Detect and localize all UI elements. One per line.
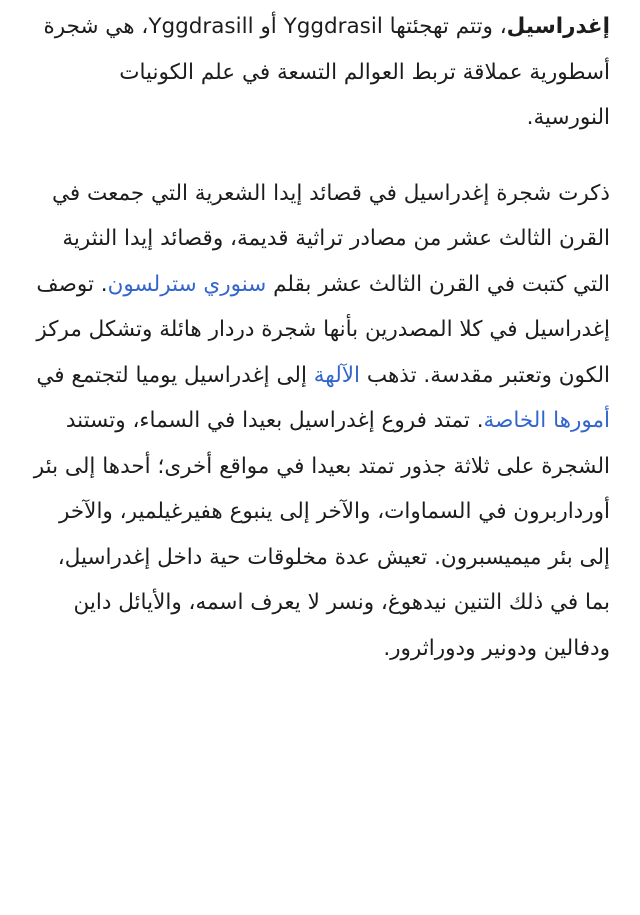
- alt-spelling-yggdrasil: Yggdrasil: [283, 14, 383, 39]
- body-text: إلى إغدراسيل يوميا لتجتمع في: [36, 362, 314, 388]
- intro-paragraph: [30, 4, 610, 141]
- link-private-affairs[interactable]: أمورها الخاصة: [483, 408, 610, 433]
- article-title-term: إغدراسيل: [506, 14, 610, 39]
- intro-text: أو: [253, 14, 284, 39]
- body-text: ذكرت شجرة إغدراسيل في قصائد إيدا الشعرية التي جمعت في القرن الثالث عشر من مصادر تراثية قديمة، وقصائد إيدا النثرية التي كتبت في القرن الثالث عشر بقلم: [51, 180, 610, 297]
- body-text: . توصف إغدراسيل في كلا المصدرين بأنها شجرة دردار هائلة وتشكل مركز الكون وتعتبر مقدسة. تذهب: [36, 271, 610, 388]
- intro-text: ، هي شجرة أسطورية عملاقة تربط العوالم التسعة في علم الكونيات النورسية.: [43, 14, 610, 130]
- link-snorri-sturluson[interactable]: سنوري سترلسون: [107, 271, 267, 297]
- body-paragraph: [30, 171, 610, 672]
- alt-spelling-yggdrasill: Yggdrasill: [148, 14, 254, 39]
- intro-text: ، وتتم تهجئتها: [382, 14, 507, 39]
- body-text: . تمتد فروع إغدراسيل بعيدا في السماء، وتستند الشجرة على ثلاثة جذور تمتد بعيدا في مواقع أخرى؛ أحدها إلى بئر أورداربرون في السماوات، والآخر إلى ينبوع هفيرغيلمير، والآخر إلى بئر ميميسبرون. تعيش عدة مخلوقات حية داخل إغدراسيل، بما في ذلك التنين نيدهوغ، ونسر لا يعرف اسمه، والأيائل داين ودفالين ودونير ودوراثرور.: [33, 408, 610, 661]
- link-gods[interactable]: الآلهة: [313, 362, 361, 388]
